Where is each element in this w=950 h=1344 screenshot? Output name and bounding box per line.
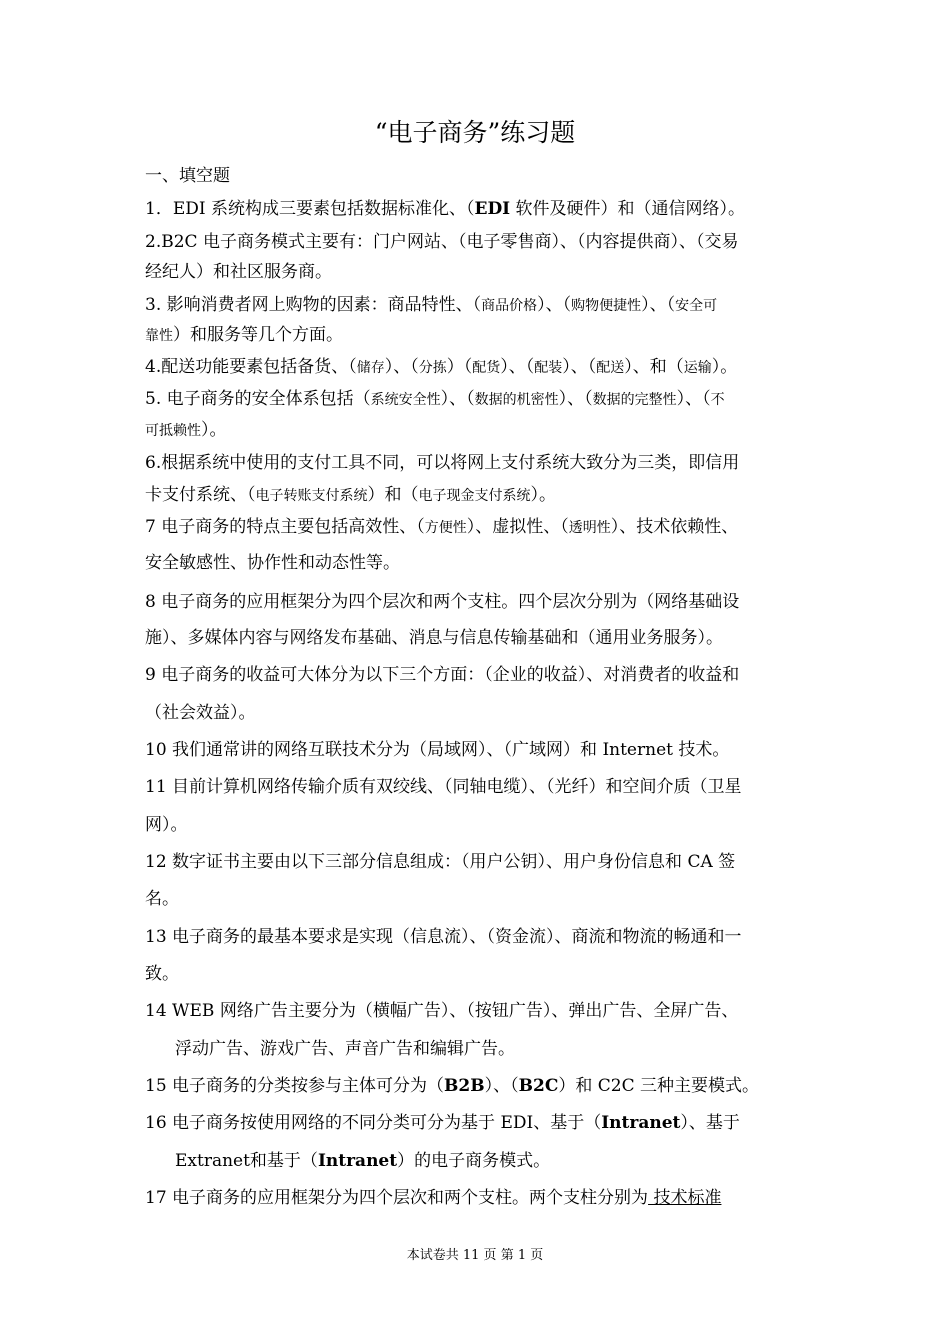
text: ）、（ (558, 389, 593, 409)
text: 15 电子商务的分类按参与主体可分为（ (145, 1076, 445, 1096)
question-line (145, 291, 717, 320)
question-line (145, 923, 742, 951)
answer-text: 可抵赖性 (145, 423, 201, 439)
answer-text: 靠性 (145, 328, 173, 344)
text: 浮动广告、游戏广告、声音广告和编辑广告。 (175, 1039, 515, 1059)
text: 17 电子商务的应用框架分为四个层次和两个支柱。两个支柱分别为 (145, 1188, 649, 1208)
page-footer: 本试卷共 11 页 第 1 页 (406, 1248, 544, 1263)
text: （社会效益）。 (145, 703, 256, 723)
answer-text: 购物便捷性 (571, 298, 642, 314)
document-title: “电子商务”练习题 (374, 118, 576, 147)
question-line (145, 736, 729, 764)
text: Extranet和基于（ (175, 1151, 318, 1171)
text: 12 数字证书主要由以下三部分信息组成：（用户公钥）、用户身份信息和 CA 签 (145, 852, 736, 872)
question-line (145, 588, 739, 616)
text: ）、基于 (680, 1113, 740, 1133)
question-line (145, 513, 738, 542)
answer-text: 配货 (472, 360, 501, 376)
answer-text: 储存 (356, 360, 385, 376)
question-line (145, 321, 343, 350)
answer-text: 透明性 (568, 520, 611, 536)
text: 8 电子商务的应用框架分为四个层次和两个支柱。四个层次分别为（网络基础设 (145, 592, 740, 612)
answer-text: 数据的完整性 (592, 392, 677, 408)
question-line (145, 1109, 740, 1137)
question-line (175, 1147, 550, 1175)
answer-text: 电子现金支付系统 (418, 488, 531, 504)
text: ）、和（ (624, 357, 684, 377)
question-line (145, 773, 742, 801)
question-line (145, 624, 723, 652)
section-heading: 一、填空题 (145, 166, 230, 186)
text: ）。 (711, 357, 738, 377)
answer-text: 不 (710, 392, 725, 408)
text: 施）、多媒体内容与网络发布基础、消息与信息传输基础和（通用业务服务）。 (145, 628, 723, 648)
answer-text: Intranet (601, 1113, 681, 1133)
text: 2.B2C 电子商务模式主要有：门户网站、（电子零售商）、（内容提供商）、（交易 (145, 232, 739, 252)
question-line (145, 997, 738, 1025)
answer-text: B2B (444, 1076, 485, 1096)
answer-text: 安全可 (675, 298, 718, 314)
question-line (145, 258, 332, 286)
text: 14 WEB 网络广告主要分为（横幅广告）、（按钮广告）、弹出广告、全屏广告、 (145, 1001, 739, 1021)
answer-text: 分拣 (418, 360, 447, 376)
text: 16 电子商务按使用网络的不同分类可分为基于 EDI、基于（ (145, 1113, 602, 1133)
text: 网）。 (145, 815, 188, 835)
answer-text: 数据的机密性 (474, 392, 559, 408)
text: 1．EDI 系统构成三要素包括数据标准化、（ (145, 199, 475, 219)
text: 4.配送功能要素包括备货、（ (145, 357, 357, 377)
text: 3. 影响消费者网上购物的因素：商品特性、（ (145, 295, 482, 315)
text: 7 电子商务的特点主要包括高效性、（ (145, 517, 425, 537)
text: ）、（ (537, 295, 572, 315)
text: ）、（ (641, 295, 676, 315)
text: ）、（ (440, 389, 475, 409)
text: ）、（ (676, 389, 711, 409)
text: 13 电子商务的最基本要求是实现（信息流）、（资金流）、商流和物流的畅通和一 (145, 927, 742, 947)
answer-text: 方便性 (424, 520, 467, 536)
question-line (145, 885, 179, 913)
text: ）（ (446, 357, 473, 377)
text: ）、（ (384, 357, 419, 377)
text: 卡支付系统、（ (145, 485, 256, 505)
text: 致。 (145, 964, 179, 984)
text: 安全敏感性、协作性和动态性等。 (145, 553, 400, 573)
question-line (145, 960, 179, 988)
text: ）、（ (562, 357, 597, 377)
question-line (145, 811, 188, 839)
question-line (145, 848, 735, 876)
text: 9 电子商务的收益可大体分为以下三个方面：（企业的收益）、对消费者的收益和 (145, 665, 740, 685)
text: ）的电子商务模式。 (397, 1151, 551, 1171)
text: ）、虚拟性、（ (466, 517, 569, 537)
question-line (145, 1072, 759, 1100)
answer-text: 系统安全性 (370, 392, 441, 408)
text: ）、技术依赖性、 (610, 517, 739, 537)
text: ）、（ (484, 1076, 519, 1096)
text: 6.根据系统中使用的支付工具不同，可以将网上支付系统大致分为三类，即信用 (145, 453, 740, 473)
question-line (145, 661, 739, 689)
question-line (145, 353, 737, 382)
question-line (145, 549, 400, 577)
answer-text: B2C (518, 1076, 559, 1096)
text: ）。 (201, 420, 227, 440)
text: 经纪人）和社区服务商。 (145, 262, 332, 282)
answer-text: EDI (474, 199, 511, 219)
question-line (145, 195, 745, 223)
question-line (145, 416, 227, 445)
answer-text: 电子转账支付系统 (255, 488, 368, 504)
answer-text: Intranet (317, 1151, 398, 1171)
question-line (145, 228, 738, 256)
text: ）和服务等几个方面。 (173, 325, 343, 345)
text: ）。 (530, 485, 556, 505)
text: 11 目前计算机网络传输介质有双绞线、（同轴电缆）、（光纤）和空间介质（卫星 (145, 777, 742, 797)
answer-text: 配装 (534, 360, 563, 376)
text: 名。 (145, 889, 179, 909)
text: 10 我们通常讲的网络互联技术分为（局域网）、（广域网）和 Internet 技术。 (145, 740, 730, 760)
answer-text: 商品价格 (481, 298, 538, 314)
answer-text: 配送 (596, 360, 625, 376)
text: ）和 C2C 三种主要模式。 (558, 1076, 759, 1096)
answer-text: 技术标准 (648, 1188, 722, 1208)
text: ）、（ (500, 357, 535, 377)
text: ）和（ (367, 485, 419, 505)
text: 软件及硬件）和（通信网络）。 (510, 199, 746, 219)
question-line (145, 449, 739, 477)
question-line (145, 385, 725, 414)
answer-text: 运输 (683, 360, 712, 376)
question-line (145, 699, 256, 727)
question-line (175, 1035, 515, 1063)
question-line (145, 481, 556, 510)
question-line (145, 1184, 721, 1212)
text: 5. 电子商务的安全体系包括（ (145, 389, 371, 409)
